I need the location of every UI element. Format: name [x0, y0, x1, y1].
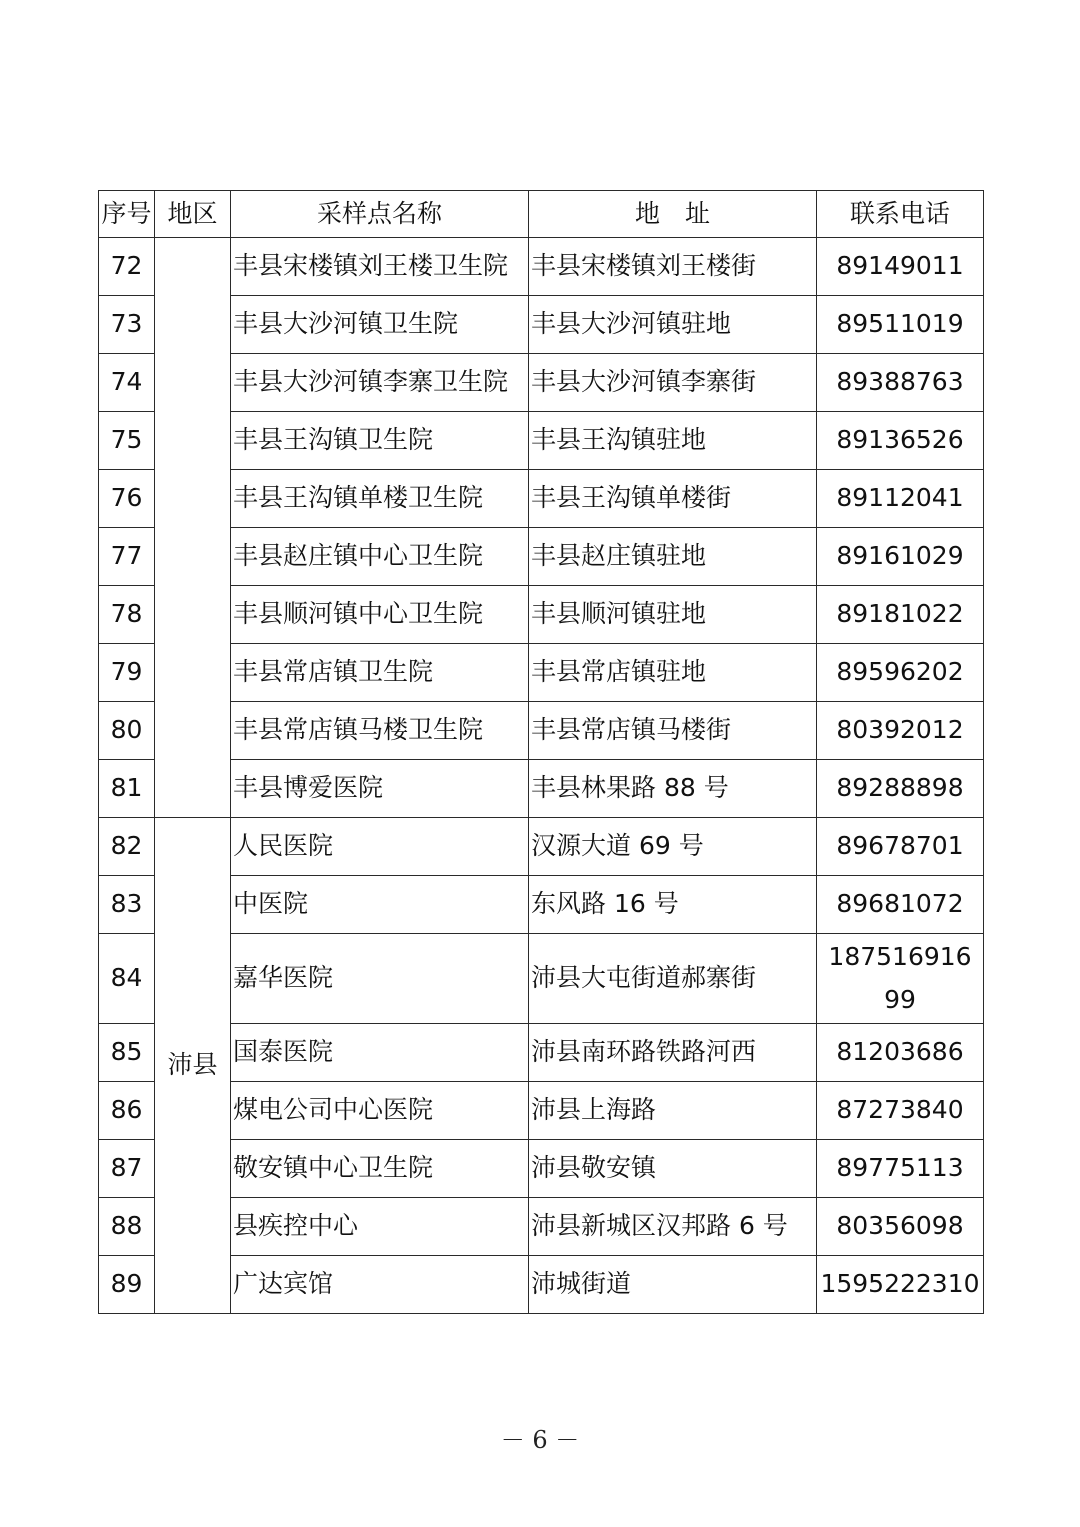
table-row — [99, 470, 984, 528]
cell-address: 丰县赵庄镇驻地 — [529, 528, 817, 586]
table-row — [99, 1256, 984, 1314]
cell-no: 82 — [99, 818, 155, 876]
cell-no: 73 — [99, 296, 155, 354]
cell-address: 沛县新城区汉邦路 6 号 — [529, 1198, 817, 1256]
cell-site-name: 丰县王沟镇单楼卫生院 — [231, 470, 529, 528]
cell-site-name: 丰县顺河镇中心卫生院 — [231, 586, 529, 644]
cell-phone: 80392012 — [817, 702, 984, 760]
cell-site-name: 广达宾馆 — [231, 1256, 529, 1314]
cell-site-name: 丰县王沟镇卫生院 — [231, 412, 529, 470]
cell-region-peixian: 沛县 — [155, 818, 231, 1314]
header-region: 地区 — [155, 191, 231, 238]
table-row — [99, 818, 984, 876]
cell-no: 75 — [99, 412, 155, 470]
table-row — [99, 296, 984, 354]
table-row — [99, 876, 984, 934]
table-row — [99, 238, 984, 296]
cell-address: 丰县大沙河镇李寨街 — [529, 354, 817, 412]
cell-phone: 87273840 — [817, 1082, 984, 1140]
cell-site-name: 嘉华医院 — [231, 934, 529, 1024]
cell-address: 沛县上海路 — [529, 1082, 817, 1140]
cell-no: 87 — [99, 1140, 155, 1198]
cell-no: 74 — [99, 354, 155, 412]
cell-region-fengxian — [155, 238, 231, 818]
cell-address: 沛县敬安镇 — [529, 1140, 817, 1198]
cell-address: 东风路 16 号 — [529, 876, 817, 934]
table-row — [99, 1140, 984, 1198]
cell-site-name: 丰县宋楼镇刘王楼卫生院 — [231, 238, 529, 296]
cell-no: 80 — [99, 702, 155, 760]
cell-phone: 89681072 — [817, 876, 984, 934]
cell-no: 84 — [99, 934, 155, 1024]
cell-address: 丰县林果路 88 号 — [529, 760, 817, 818]
cell-no: 85 — [99, 1024, 155, 1082]
cell-phone: 89112041 — [817, 470, 984, 528]
cell-phone: 89161029 — [817, 528, 984, 586]
page-number: － 6 － — [500, 1426, 580, 1454]
table-row — [99, 702, 984, 760]
cell-phone: 1595222310 — [817, 1256, 984, 1314]
header-no: 序号 — [99, 191, 155, 238]
cell-address: 丰县常店镇驻地 — [529, 644, 817, 702]
cell-phone: 89136526 — [817, 412, 984, 470]
cell-phone: 81203686 — [817, 1024, 984, 1082]
cell-no: 79 — [99, 644, 155, 702]
cell-no: 86 — [99, 1082, 155, 1140]
table-row — [99, 1024, 984, 1082]
header-name: 采样点名称 — [231, 191, 529, 238]
sampling-sites-table — [98, 190, 984, 1314]
table-header-row — [99, 191, 984, 238]
table-row — [99, 644, 984, 702]
cell-phone — [817, 934, 984, 1024]
cell-address: 沛县南环路铁路河西 — [529, 1024, 817, 1082]
cell-no: 81 — [99, 760, 155, 818]
table-row — [99, 586, 984, 644]
cell-address: 沛县大屯街道郝寨街 — [529, 934, 817, 1024]
cell-site-name: 丰县赵庄镇中心卫生院 — [231, 528, 529, 586]
table-row — [99, 934, 984, 1024]
cell-phone: 80356098 — [817, 1198, 984, 1256]
table-row — [99, 354, 984, 412]
cell-phone: 89181022 — [817, 586, 984, 644]
cell-address: 丰县大沙河镇驻地 — [529, 296, 817, 354]
cell-site-name: 人民医院 — [231, 818, 529, 876]
cell-address: 丰县宋楼镇刘王楼街 — [529, 238, 817, 296]
cell-address: 丰县顺河镇驻地 — [529, 586, 817, 644]
cell-phone: 89596202 — [817, 644, 984, 702]
cell-no: 88 — [99, 1198, 155, 1256]
cell-phone: 89775113 — [817, 1140, 984, 1198]
cell-phone: 89678701 — [817, 818, 984, 876]
cell-site-name: 县疾控中心 — [231, 1198, 529, 1256]
cell-phone: 89388763 — [817, 354, 984, 412]
cell-address: 丰县常店镇马楼街 — [529, 702, 817, 760]
table-row — [99, 412, 984, 470]
cell-site-name: 国泰医院 — [231, 1024, 529, 1082]
cell-site-name: 丰县大沙河镇卫生院 — [231, 296, 529, 354]
table-row — [99, 760, 984, 818]
cell-phone: 89511019 — [817, 296, 984, 354]
cell-site-name: 丰县常店镇卫生院 — [231, 644, 529, 702]
cell-address: 丰县王沟镇驻地 — [529, 412, 817, 470]
cell-no: 72 — [99, 238, 155, 296]
cell-phone: 89149011 — [817, 238, 984, 296]
cell-site-name: 丰县博爱医院 — [231, 760, 529, 818]
cell-site-name: 煤电公司中心医院 — [231, 1082, 529, 1140]
header-phone: 联系电话 — [817, 191, 984, 238]
table-row — [99, 528, 984, 586]
table-row — [99, 1082, 984, 1140]
table-body — [99, 238, 984, 1314]
cell-address: 沛城街道 — [529, 1256, 817, 1314]
header-address: 地 址 — [529, 191, 817, 238]
cell-no: 76 — [99, 470, 155, 528]
cell-phone: 89288898 — [817, 760, 984, 818]
cell-site-name: 中医院 — [231, 876, 529, 934]
cell-site-name: 丰县常店镇马楼卫生院 — [231, 702, 529, 760]
phone-text: 18751691699 — [828, 942, 972, 1014]
cell-site-name: 丰县大沙河镇李寨卫生院 — [231, 354, 529, 412]
cell-no: 78 — [99, 586, 155, 644]
cell-address: 丰县王沟镇单楼街 — [529, 470, 817, 528]
cell-no: 89 — [99, 1256, 155, 1314]
table-row — [99, 1198, 984, 1256]
cell-address: 汉源大道 69 号 — [529, 818, 817, 876]
cell-site-name: 敬安镇中心卫生院 — [231, 1140, 529, 1198]
cell-no: 83 — [99, 876, 155, 934]
cell-no: 77 — [99, 528, 155, 586]
